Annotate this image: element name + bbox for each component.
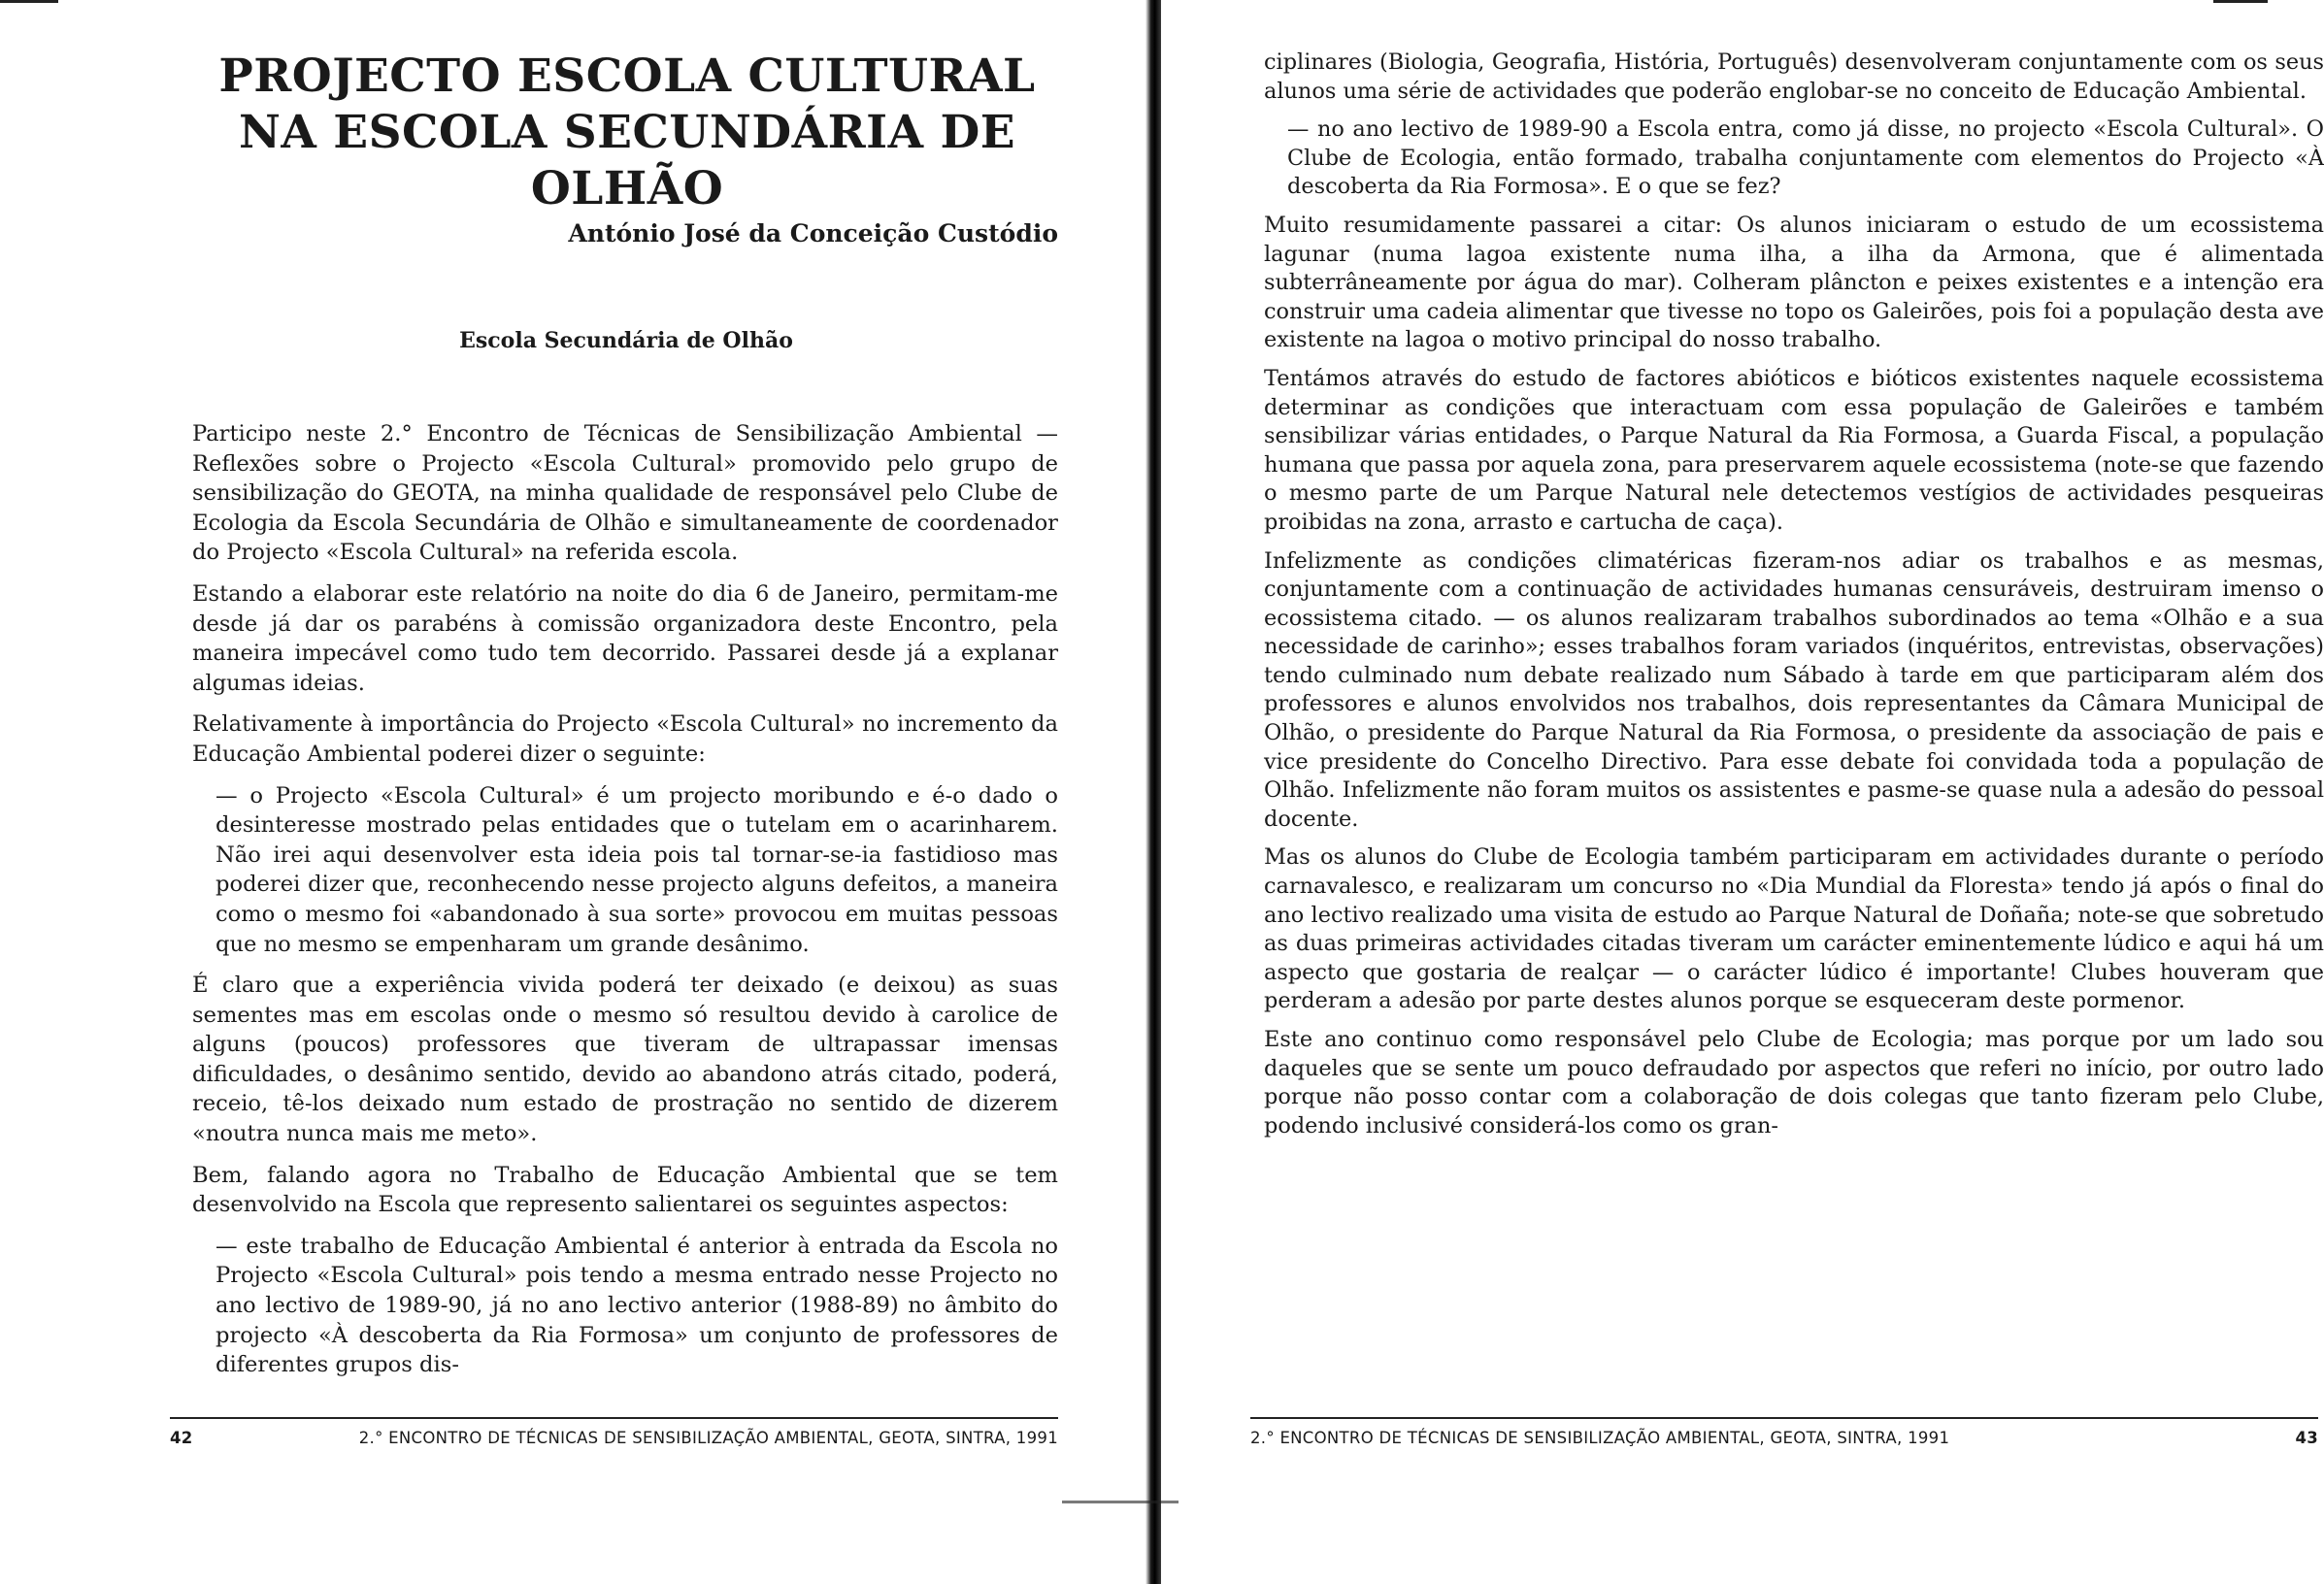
footer-citation: 2.° ENCONTRO DE TÉCNICAS DE SENSIBILIZAÇÃO AMBIENTAL, GEOTA, SINTRA, 1991: [1250, 1429, 1950, 1447]
paragraph: — este trabalho de Educação Ambiental é anterior à entrada da Escola no Projecto «Escola Cultural» pois tendo a mesma entrado nesse Projecto no ano lectivo de 1989-90, já no ano lectivo anterior (1988-89) no âmbito do projecto «À descoberta da Ria Formosa» um conjunto de professores de diferentes grupos dis-: [216, 1233, 1058, 1378]
paragraph: Relativamente à importância do Projecto «Escola Cultural» no incremento da Educação Ambiental poderei dizer o seguinte:: [192, 711, 1058, 767]
paragraph: ciplinares (Biologia, Geografia, História, Português) desenvolveram conjuntamente com os seus alunos uma série de actividades que poderão englobar-se no conceito de Educação Ambiental.: [1264, 50, 2324, 104]
scan-artifact-top-right: [2213, 0, 2268, 3]
paragraph: Infelizmente as condições climatéricas fizeram-nos adiar os trabalhos e as mesmas, conjuntamente com a continuação de actividades humanas censuráveis, destruiram imenso o ecossistema citado. — os alunos realizaram trabalhos subordinados ao tema «Olhão e a sua necessidade de carinho»; esses trabalhos foram variados (inquéritos, entrevistas, observações) tendo culminado num debate realizado num Sábado à tarde em que participaram além dos professores e alunos envolvidos nos trabalhos, dois representantes da Câmara Municipal de Olhão, o presidente do Parque Natural da Ria Formosa, o presidente da associação de pais e vice presidente do Concelho Directivo. Para esse debate foi convidada toda a população de Olhão. Infelizmente não foram muitos os assistentes e pasme-se quase nula a adesão do pessoal docente.: [1264, 547, 2324, 832]
paragraph: Bem, falando agora no Trabalho de Educação Ambiental que se tem desenvolvido na Escola que represento salientarei os seguintes aspectos:: [192, 1162, 1058, 1218]
right-page-footer: [1250, 1417, 2318, 1447]
paragraph: — o Projecto «Escola Cultural» é um projecto moribundo e é-o dado o desinteresse mostrado pelas entidades que o tutelam em o acarinharem. Não irei aqui desenvolver esta ideia pois tal tornar-se-ia fastidioso mas poderei dizer que, reconhecendo nesse projecto alguns defeitos, a maneira como o mesmo foi «abandonado à sua sorte» provocou em muitas pessoas que no mesmo se empenharam um grande desânimo.: [216, 782, 1058, 957]
paragraph: Muito resumidamente passarei a citar: Os alunos iniciaram o estudo de um ecossistema lagunar (numa lagoa existente numa ilha, a ilha da Armona, que é alimentada subterrâneamente por água do mar). Colheram plâncton e peixes existentes e a intenção era construir uma cadeia alimentar que tivesse no topo os Galeirões, pois foi a população desta ave existente na lagoa o motivo principal do nosso trabalho.: [1264, 212, 2324, 353]
left-page: [0, 0, 1145, 1584]
book-gutter-shadow: [1145, 0, 1161, 1584]
paragraph: É claro que a experiência vivida poderá ter deixado (e deixou) as suas sementes mas em escolas onde o mesmo só resultou devido à carolice de alguns (poucos) professores que tiveram de ultrapassar imensas dificuldades, o desânimo sentido, devido ao abandono atrás citado, poderá, receio, tê-los deixado num estado de prostração no sentido de dizerem «noutra nunca mais me meto».: [192, 973, 1058, 1147]
footer-citation: 2.° ENCONTRO DE TÉCNICAS DE SENSIBILIZAÇÃO AMBIENTAL, GEOTA, SINTRA, 1991: [358, 1429, 1058, 1447]
paragraph: — no ano lectivo de 1989-90 a Escola entra, como já disse, no projecto «Escola Cultural». O Clube de Ecologia, então formado, trabalha conjuntamente com elementos do Projecto «À descoberta da Ria Formosa». E o que se fez?: [1287, 116, 2324, 200]
left-column-text: [192, 419, 1058, 1392]
paragraph: Este ano continuo como responsável pelo Clube de Ecologia; mas porque por um lado sou daqueles que se sente um pouco defraudado por aspectos que referi no início, por outro lado porque não posso contar com a colaboração de dois colegas que tanto fizeram pelo Clube, podendo inclusivé considerá-los como os gran-: [1264, 1027, 2324, 1138]
page-number: 42: [170, 1429, 193, 1447]
right-column-text: [1264, 49, 2324, 1150]
paragraph: Participo neste 2.° Encontro de Técnicas de Sensibilização Ambiental — Reflexões sobre o Projecto «Escola Cultural» promovido pelo grupo de sensibilização do GEOTA, na minha qualidade de responsável pelo Clube de Ecologia da Escola Secundária de Olhão e simultaneamente de coordenador do Projecto «Escola Cultural» na referida escola.: [192, 421, 1058, 566]
right-page: [1161, 0, 2324, 1584]
article-title: PROJECTO ESCOLA CULTURAL NA ESCOLA SECUNDÁRIA DE OLHÃO: [218, 50, 1036, 215]
scan-artifact-bottom-gutter: [1062, 1501, 1179, 1503]
paragraph: Mas os alunos do Clube de Ecologia também participaram em actividades durante o período carnavalesco, e realizaram um concurso no «Dia Mundial da Floresta» tendo já após o final do ano lectivo realizado uma visita de estudo ao Parque Natural de Doñaña; note-se que sobretudo as duas primeiras actividades citadas tiveram um carácter eminentemente lúdico e aqui há um aspecto que gostaria de realçar — o carácter lúdico é importante! Clubes houveram que perderam a adesão por parte destes alunos porque se esqueceram deste pormenor.: [1264, 844, 2324, 1014]
author-name: António José da Conceição Custódio: [568, 219, 1058, 248]
paragraph: Tentámos através do estudo de factores abióticos e bióticos existentes naquele ecossistema determinar as condições que interactuam com essa população de Galeirões e também sensibilizar várias entidades, o Parque Natural da Ria Formosa, a Guarda Fiscal, a população humana que passa por aquela zona, para preservarem aquele ecossistema (note-se que fazendo o mesmo parte de um Parque Natural nele detectemos vestígios de actividades pesqueiras proibidas na zona, arrasto e cartucha de caça).: [1264, 365, 2324, 535]
scan-artifact-top-left: [0, 0, 58, 3]
left-page-footer: [170, 1417, 1058, 1447]
page-number: 43: [2295, 1429, 2318, 1447]
paragraph: Estando a elaborar este relatório na noite do dia 6 de Janeiro, permitam-me desde já dar os parabéns à comissão organizadora deste Encontro, pela maneira impecável como tudo tem decorrido. Passarei desde já a explanar algumas ideias.: [192, 580, 1058, 696]
author-affiliation: Escola Secundária de Olhão: [459, 328, 793, 353]
